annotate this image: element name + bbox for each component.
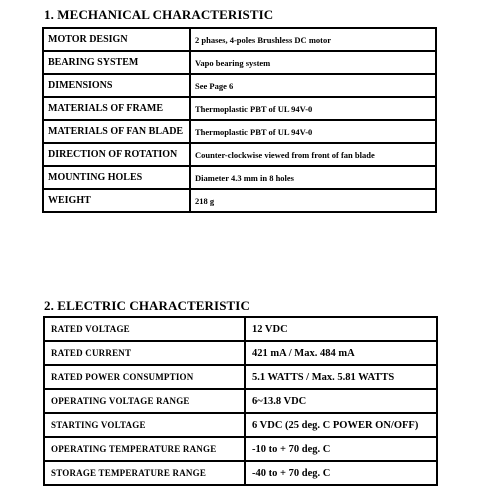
row-value: Thermoplastic PBT of UL 94V-0 bbox=[190, 97, 436, 120]
row-value: 6 VDC (25 deg. C POWER ON/OFF) bbox=[245, 413, 437, 437]
row-label: RATED VOLTAGE bbox=[44, 317, 245, 341]
row-label: STARTING VOLTAGE bbox=[44, 413, 245, 437]
row-value: Diameter 4.3 mm in 8 holes bbox=[190, 166, 436, 189]
table-row bbox=[44, 413, 437, 437]
row-label: MATERIALS OF FAN BLADE bbox=[43, 120, 190, 143]
row-value: 218 g bbox=[190, 189, 436, 212]
table-row bbox=[44, 317, 437, 341]
row-value: 6~13.8 VDC bbox=[245, 389, 437, 413]
row-label: WEIGHT bbox=[43, 189, 190, 212]
table-row bbox=[44, 437, 437, 461]
row-label: RATED CURRENT bbox=[44, 341, 245, 365]
row-label: DIRECTION OF ROTATION bbox=[43, 143, 190, 166]
row-label: BEARING SYSTEM bbox=[43, 51, 190, 74]
row-value: 5.1 WATTS / Max. 5.81 WATTS bbox=[245, 365, 437, 389]
row-label: RATED POWER CONSUMPTION bbox=[44, 365, 245, 389]
mechanical-characteristics-table bbox=[42, 27, 437, 213]
table-row bbox=[44, 389, 437, 413]
table-row bbox=[43, 143, 436, 166]
table-row bbox=[43, 189, 436, 212]
table-row bbox=[43, 97, 436, 120]
mechanical-section-title: 1. MECHANICAL CHARACTERISTIC bbox=[44, 7, 274, 22]
row-value: Vapo bearing system bbox=[190, 51, 436, 74]
row-value: 12 VDC bbox=[245, 317, 437, 341]
electric-characteristics-table bbox=[43, 316, 438, 486]
table-row bbox=[43, 120, 436, 143]
row-label: DIMENSIONS bbox=[43, 74, 190, 97]
table-row bbox=[44, 365, 437, 389]
row-value: Counter-clockwise viewed from front of fan blade bbox=[190, 143, 436, 166]
table-row bbox=[44, 461, 437, 485]
row-value: 2 phases, 4-poles Brushless DC motor bbox=[190, 28, 436, 51]
row-label: OPERATING VOLTAGE RANGE bbox=[44, 389, 245, 413]
row-value: -10 to + 70 deg. C bbox=[245, 437, 437, 461]
row-label: OPERATING TEMPERATURE RANGE bbox=[44, 437, 245, 461]
row-value: 421 mA / Max. 484 mA bbox=[245, 341, 437, 365]
row-label: MOTOR DESIGN bbox=[43, 28, 190, 51]
electric-section-title: 2. ELECTRIC CHARACTERISTIC bbox=[44, 298, 250, 313]
table-row bbox=[43, 74, 436, 97]
row-label: MATERIALS OF FRAME bbox=[43, 97, 190, 120]
table-row bbox=[44, 341, 437, 365]
table-row bbox=[43, 51, 436, 74]
table-row bbox=[43, 28, 436, 51]
row-label: MOUNTING HOLES bbox=[43, 166, 190, 189]
row-label: STORAGE TEMPERATURE RANGE bbox=[44, 461, 245, 485]
row-value: -40 to + 70 deg. C bbox=[245, 461, 437, 485]
row-value: Thermoplastic PBT of UL 94V-0 bbox=[190, 120, 436, 143]
row-value: See Page 6 bbox=[190, 74, 436, 97]
table-row bbox=[43, 166, 436, 189]
